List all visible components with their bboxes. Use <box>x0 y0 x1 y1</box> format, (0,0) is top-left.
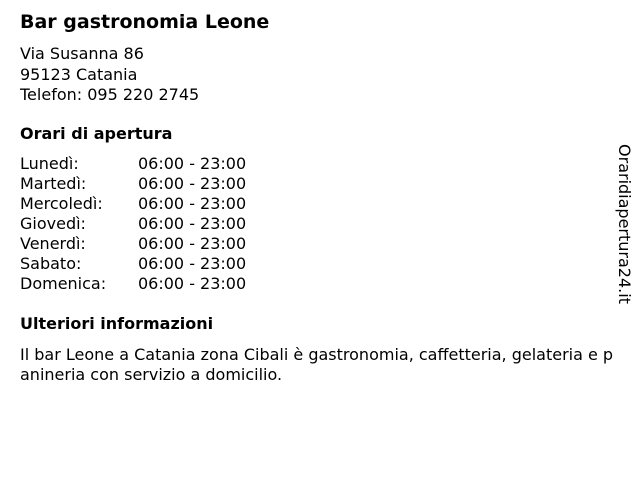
hours-value: 06:00 - 23:00 <box>138 254 247 273</box>
hours-value: 06:00 - 23:00 <box>138 174 247 193</box>
business-description: Il bar Leone a Catania zona Cibali è gastronomia, caffetteria, gelateria e panineria con servizio a domicilio. <box>20 345 614 384</box>
address-city: 95123 Catania <box>20 64 138 84</box>
day-label: Giovedì: <box>20 214 86 233</box>
opening-hours-heading: Orari di apertura <box>20 124 173 143</box>
day-label: Sabato: <box>20 254 82 273</box>
hours-value: 06:00 - 23:00 <box>138 194 247 213</box>
phone-number: Telefon: 095 220 2745 <box>20 85 200 104</box>
hours-value: 06:00 - 23:00 <box>138 214 247 233</box>
hours-value: 06:00 - 23:00 <box>138 234 247 253</box>
day-label: Venerdì: <box>20 234 86 253</box>
address-block <box>20 44 199 106</box>
day-label: Mercoledì: <box>20 194 103 213</box>
business-name: Bar gastronomia Leone <box>20 11 270 33</box>
hours-value: 06:00 - 23:00 <box>138 274 247 293</box>
day-label: Domenica: <box>20 274 107 293</box>
site-watermark: Oraridiapertura24.it <box>615 144 634 304</box>
day-label: Martedì: <box>20 174 87 193</box>
hours-value: 06:00 - 23:00 <box>138 154 247 173</box>
more-info-heading: Ulteriori informazioni <box>20 314 214 333</box>
address-street: Via Susanna 86 <box>20 44 144 63</box>
day-label: Lunedì: <box>20 154 79 173</box>
